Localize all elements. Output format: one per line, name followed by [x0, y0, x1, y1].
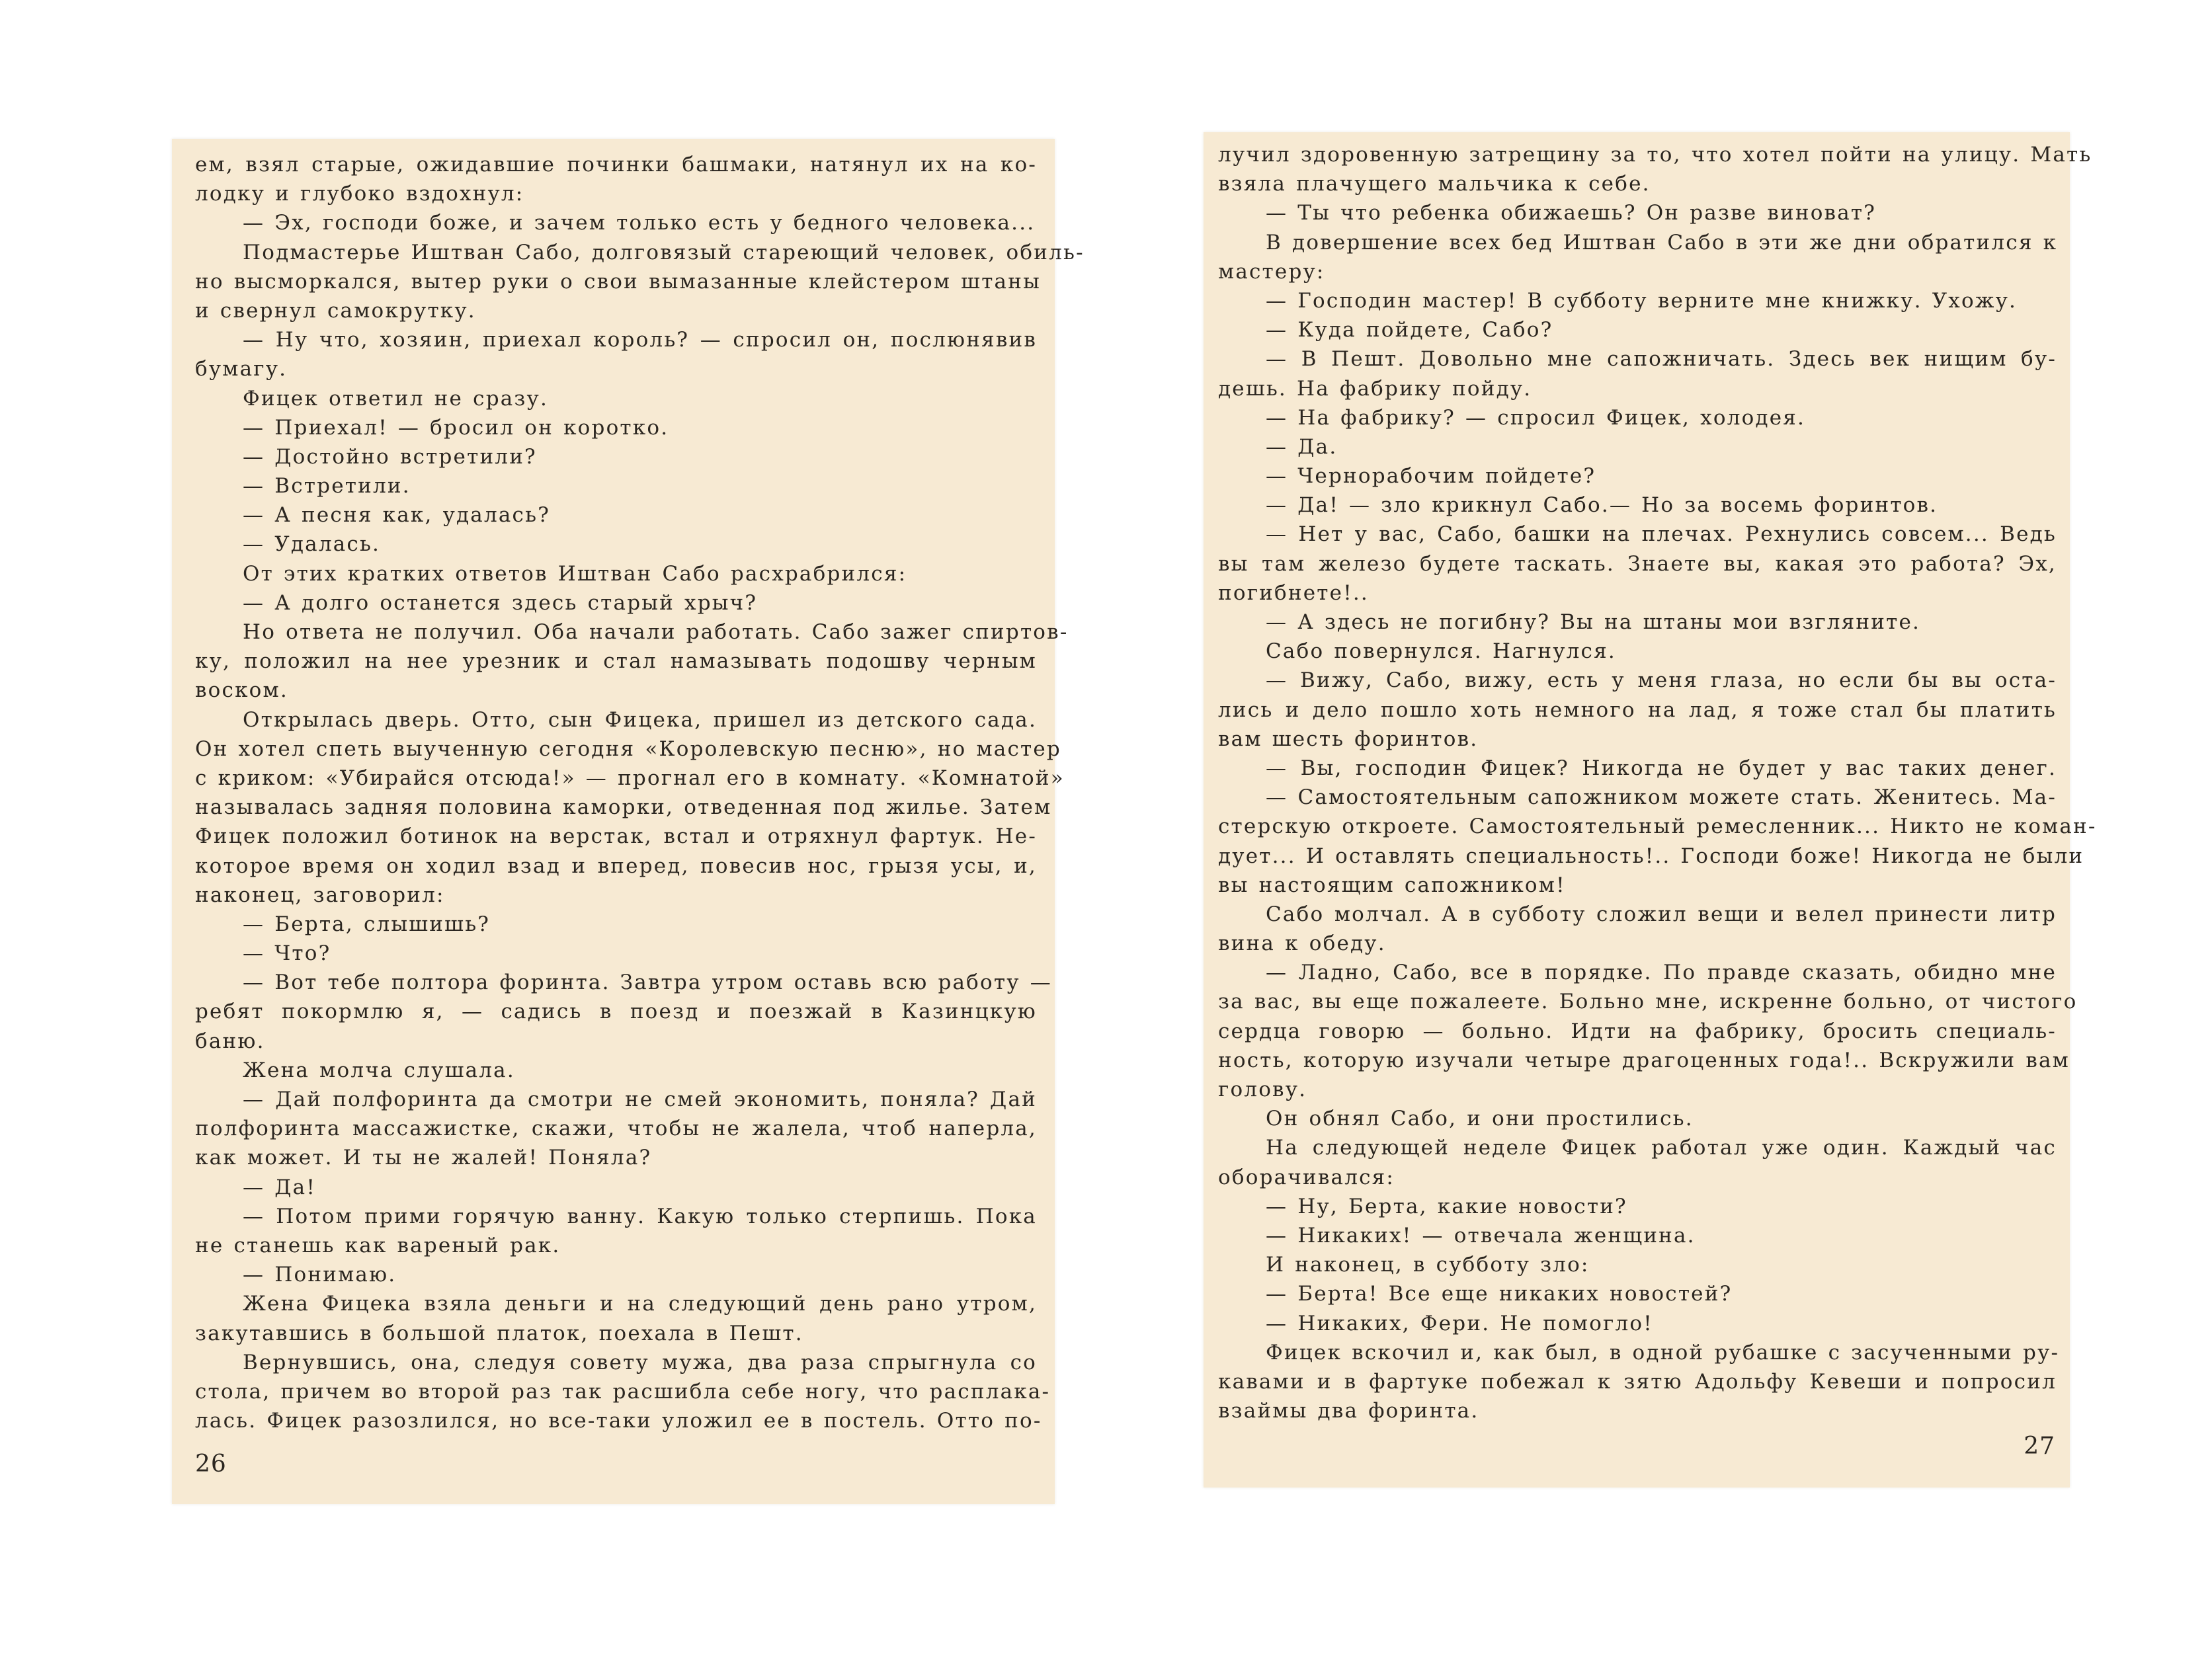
- text-line: вина к обеду.: [1218, 932, 1386, 956]
- text-line: — Берта! Все еще никаких новостей?: [1266, 1282, 1733, 1306]
- text-line: Фицек вскочил и, как был, в одной рубашке с засученными ру-: [1266, 1340, 2060, 1365]
- text-line: — Ну что, хозяин, приехал король? — спросил он, послюнявив: [243, 328, 1037, 352]
- text-line: — В Пешт. Довольно мне сапожничать. Здесь век нищим бу-: [1266, 347, 2057, 372]
- text-line: но высморкался, вытер руки о свои вымазанные клейстером штаны: [195, 269, 1041, 294]
- text-line: взяла плачущего мальчика к себе.: [1218, 172, 1651, 196]
- text-line: Он хотел спеть выученную сегодня «Королевскую песню», но мастер: [195, 736, 1061, 761]
- text-line: ку, положил на нее урезник и стал намазывать подошву черным: [195, 649, 1037, 674]
- text-line: взаймы два форинта.: [1218, 1399, 1479, 1423]
- text-line: дешь. На фабрику пойду.: [1218, 376, 1532, 401]
- text-line: — Вот тебе полтора форинта. Завтра утром оставь всю работу —: [243, 971, 1052, 995]
- text-line: Жена Фицека взяла деньги и на следующий день рано утром,: [243, 1292, 1037, 1316]
- text-line: Но ответа не получил. Оба начали работать. Сабо зажег спиртов-: [243, 620, 1069, 644]
- text-line: мастеру:: [1218, 259, 1325, 284]
- text-line: ем, взял старые, ожидавшие починки башмаки, натянул их на ко-: [195, 153, 1037, 177]
- text-line: — Дай полфоринта да смотри не смей экономить, поняла? Дай: [243, 1088, 1037, 1111]
- text-line: за вас, вы еще пожалеете. Больно мне, искренне больно, от чистого: [1218, 990, 2078, 1014]
- text-line: лучил здоровенную затрещину за то, что хотел пойти на улицу. Мать: [1218, 143, 2092, 167]
- text-line: с криком: «Убирайся отсюда!» — прогнал его в комнату. «Комнатой»: [195, 766, 1065, 790]
- text-line: которое время он ходил взад и вперед, повесив нос, грызя усы, и,: [195, 854, 1037, 878]
- text-line: — Эх, господи боже, и зачем только есть у бедного человека...: [243, 211, 1036, 235]
- text-line: стола, причем во второй раз так расшибла себе ногу, что расплака-: [195, 1379, 1051, 1404]
- text-line: дует... И оставлять специальность!.. Господи боже! Никогда не были: [1218, 844, 2084, 868]
- text-line: — Куда пойдете, Сабо?: [1266, 318, 1553, 342]
- text-line: оборачивался:: [1218, 1165, 1395, 1189]
- text-line: Подмастерье Иштван Сабо, долговязый стареющий человек, обиль-: [243, 240, 1085, 264]
- text-line: — Господин мастер! В субботу верните мне книжку. Ухожу.: [1266, 288, 2018, 313]
- text-line: Вернувшись, она, следуя совету мужа, два раза спрыгнула со: [243, 1350, 1037, 1374]
- text-line: вы там железо будете таскать. Знаете вы, какая это работа? Эх,: [1218, 551, 2057, 576]
- text-line: — Что?: [243, 941, 331, 966]
- text-line: Фицек положил ботинок на верстак, встал и отряхнул фартук. Не-: [195, 824, 1037, 849]
- text-line: — Никаких! — отвечала женщина.: [1266, 1223, 1696, 1248]
- text-line: — Чернорабочим пойдете?: [1266, 464, 1596, 489]
- text-line: баню.: [195, 1029, 265, 1053]
- text-line: — Приехал! — бросил он коротко.: [243, 415, 669, 440]
- text-line: и свернул самокрутку.: [195, 298, 476, 323]
- text-line: — Нет у вас, Сабо, башки на плечах. Рехнулись совсем... Ведь: [1266, 522, 2057, 547]
- text-line: От этих кратких ответов Иштван Сабо расхрабрился:: [243, 561, 907, 586]
- text-line: — Вы, господин Фицек? Никогда не будет у вас таких денег.: [1266, 756, 2057, 780]
- text-line: воском.: [195, 678, 288, 703]
- text-line: Сабо повернулся. Нагнулся.: [1266, 639, 1616, 664]
- text-line: — Никаких, Фери. Не помогло!: [1266, 1311, 1653, 1335]
- text-line: В довершение всех бед Иштван Сабо в эти же дни обратился к: [1266, 230, 2058, 255]
- text-line: лодку и глубоко вздохнул:: [195, 182, 524, 206]
- text-line: — Понимаю.: [243, 1263, 397, 1287]
- left-page: [172, 139, 1085, 1504]
- text-line: — Удалась.: [243, 532, 381, 557]
- text-line: — Вижу, Сабо, вижу, есть у меня глаза, но если бы вы оста-: [1266, 668, 2057, 693]
- text-line: — На фабрику? — спросил Фицек, холодея.: [1266, 405, 1806, 430]
- text-line: ребят покормлю я, — садись в поезд и поезжай в Казинцкую: [195, 1000, 1037, 1024]
- text-line: как может. И ты не жалей! Поняла?: [195, 1146, 652, 1170]
- text-line: бумагу.: [195, 357, 288, 381]
- text-line: — А долго останется здесь старый хрыч?: [243, 590, 758, 615]
- left-page-text: [195, 150, 1085, 1435]
- text-line: — Ты что ребенка обижаешь? Он разве виноват?: [1266, 201, 1877, 225]
- text-line: Открылась дверь. Отто, сын Фицека, пришел из детского сада.: [243, 707, 1037, 732]
- text-line: вы настоящим сапожником!: [1218, 873, 1566, 897]
- text-line: И наконец, в субботу зло:: [1266, 1253, 1590, 1277]
- text-line: — Ладно, Сабо, все в порядке. По правде сказать, обидно мне: [1266, 961, 2057, 985]
- text-line: Жена молча слушала.: [243, 1058, 515, 1082]
- text-line: называлась задняя половина каморки, отведенная под жилье. Затем: [195, 795, 1052, 820]
- text-line: Фицек ответил не сразу.: [243, 386, 549, 411]
- text-line: — Да! — зло крикнул Сабо.— Но за восемь форинтов.: [1266, 493, 1938, 518]
- text-line: — Да!: [243, 1175, 316, 1199]
- text-line: Сабо молчал. А в субботу сложил вещи и велел принести литр: [1266, 902, 2057, 926]
- text-line: — А песня как, удалась?: [243, 503, 551, 528]
- text-line: лись и дело пошло хоть немного на лад, я тоже стал бы платить: [1218, 697, 2057, 722]
- text-line: погибнете!..: [1218, 580, 1369, 605]
- text-line: вам шесть форинтов.: [1218, 727, 1479, 751]
- text-line: — Достойно встретили?: [243, 444, 537, 469]
- text-line: — Самостоятельным сапожником можете стать. Женитесь. Ма-: [1266, 785, 2057, 810]
- text-line: голову.: [1218, 1078, 1307, 1101]
- text-line: Он обнял Сабо, и они простились.: [1266, 1107, 1694, 1131]
- text-line: На следующей неделе Фицек работал уже один. Каждый час: [1266, 1136, 2057, 1160]
- text-line: — Да.: [1266, 434, 1338, 459]
- text-line: ность, которую изучали четыре драгоценных года!.. Вскружили вам: [1218, 1048, 2070, 1072]
- text-line: закутавшись в большой платок, поехала в Пешт.: [195, 1321, 803, 1345]
- text-line: — А здесь не погибну? Вы на штаны мои взгляните.: [1266, 610, 1921, 634]
- right-page-text: [1218, 140, 2097, 1425]
- text-line: стерскую откроете. Самостоятельный ремесленник... Никто не коман-: [1218, 814, 2097, 839]
- text-line: — Берта, слышишь?: [243, 912, 491, 936]
- text-line: не станешь как вареный рак.: [195, 1233, 561, 1257]
- text-line: полфоринта массажистке, скажи, чтобы не жалела, чтоб наперла,: [195, 1117, 1037, 1141]
- text-line: сердца говорю — больно. Идти на фабрику, бросить специаль-: [1218, 1019, 2057, 1043]
- right-page: [1204, 132, 2097, 1488]
- page-number: 27: [2024, 1433, 2055, 1460]
- text-line: лась. Фицек разозлился, но все-таки уложил ее в постель. Отто по-: [195, 1409, 1042, 1433]
- text-line: кавами и в фартуке побежал к зятю Адольфу Кевеши и попросил: [1218, 1369, 2057, 1394]
- page-number: 26: [195, 1450, 227, 1478]
- text-line: — Потом прими горячую ванну. Какую только стерпишь. Пока: [243, 1204, 1037, 1228]
- text-line: наконец, заговорил:: [195, 883, 445, 907]
- text-line: — Ну, Берта, какие новости?: [1266, 1194, 1627, 1218]
- text-line: — Встретили.: [243, 474, 411, 498]
